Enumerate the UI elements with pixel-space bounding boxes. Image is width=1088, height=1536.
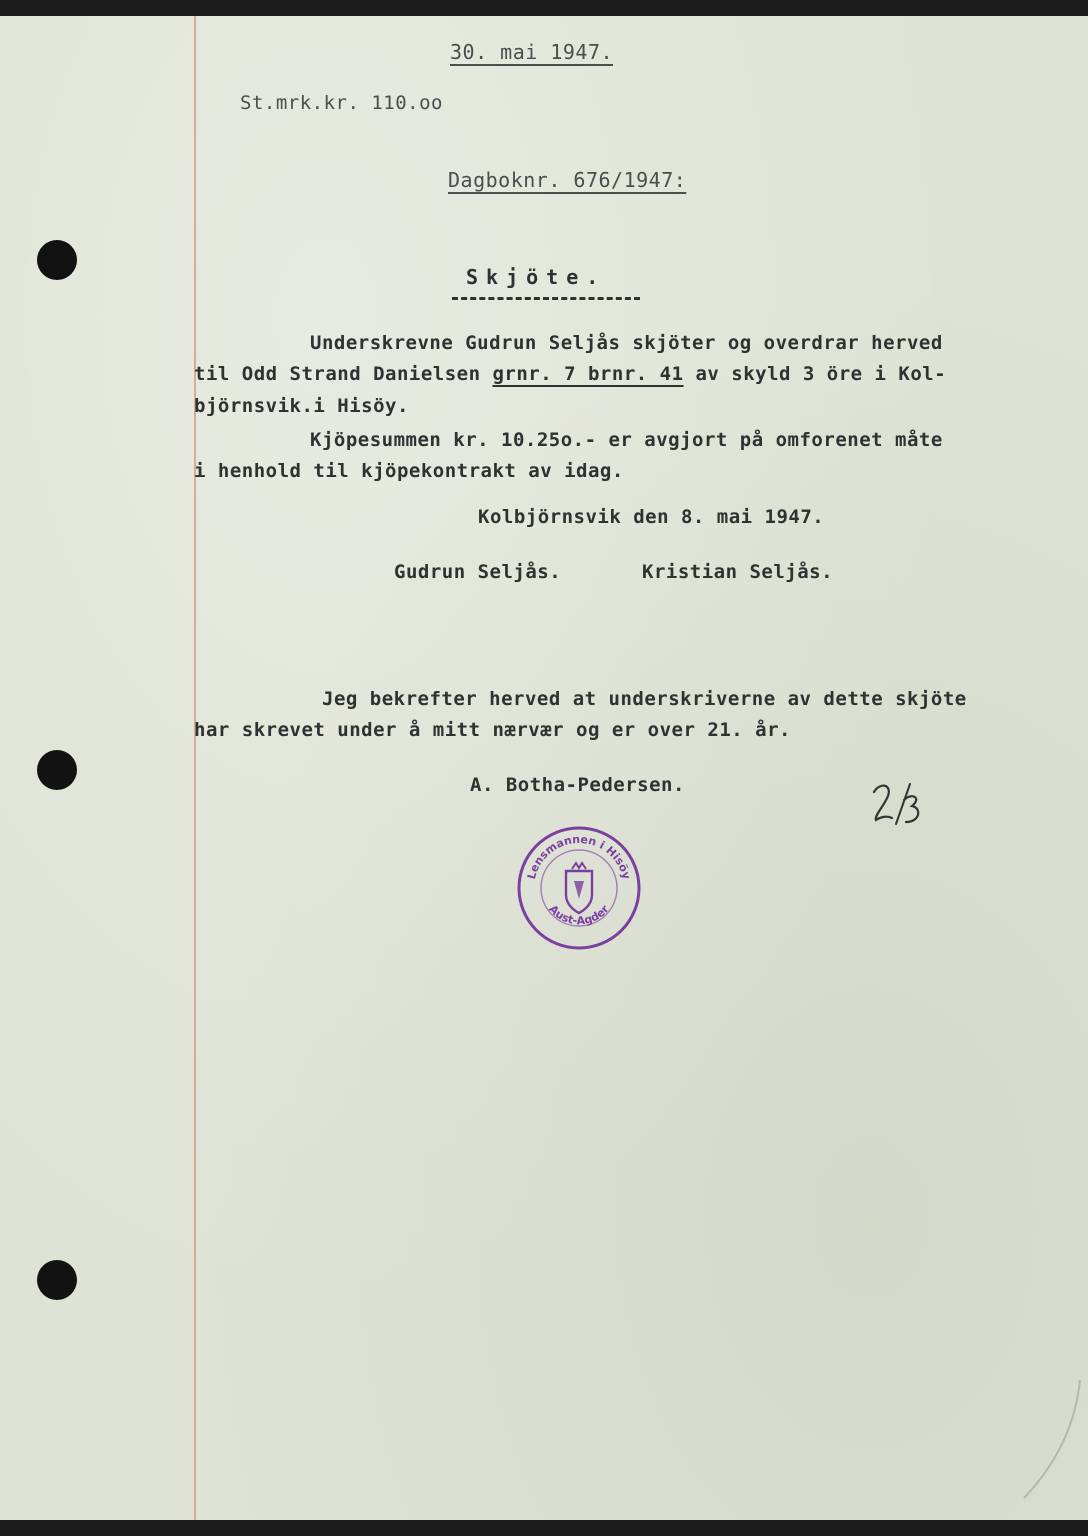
- stamp-text-top: Lensmannen i Hisöy: [524, 832, 634, 881]
- punch-hole-middle: [37, 750, 77, 790]
- attestation-line-2: har skrevet under å mitt nærvær og er over 21. år.: [194, 719, 791, 741]
- deed-line-2-end: av skyld 3 öre i Kol-: [683, 363, 947, 385]
- deed-line-2: [194, 363, 946, 385]
- journal-number: Dagboknr. 676/1947:: [448, 168, 687, 192]
- official-stamp: [516, 825, 642, 951]
- page-fold-mark: [1020, 1380, 1088, 1500]
- place-and-date: Kolbjörnsvik den 8. mai 1947.: [478, 506, 825, 528]
- punch-hole-top: [37, 240, 77, 280]
- property-number: grnr. 7 brnr. 41: [492, 363, 684, 385]
- attestation-line-1: Jeg bekrefter herved at underskriverne av dette skjöte: [322, 688, 967, 710]
- signature-seller: Gudrun Seljås.: [394, 561, 562, 583]
- signature-cosigner: Kristian Seljås.: [642, 561, 834, 583]
- punch-hole-bottom: [37, 1260, 77, 1300]
- deed-line-1: Underskrevne Gudrun Seljås skjöter og overdrar herved: [310, 332, 943, 354]
- deed-line-2-start: til Odd Strand Danielsen: [194, 363, 493, 385]
- deed-line-3: björnsvik.i Hisöy.: [194, 395, 409, 417]
- handwritten-initials: [866, 778, 926, 838]
- scan-border-bottom: [0, 1520, 1088, 1536]
- stamp-duty: St.mrk.kr. 110.oo: [240, 92, 443, 114]
- svg-text:Aust-Agder: [546, 902, 612, 927]
- scan-border-top: [0, 0, 1088, 16]
- title-underline: [452, 297, 640, 300]
- witness-name: A. Botha-Pedersen.: [470, 774, 685, 796]
- document-date: 30. mai 1947.: [450, 40, 614, 64]
- stamp-text-bottom: Aust-Agder: [546, 902, 612, 928]
- margin-line: [194, 16, 196, 1520]
- deed-line-4: Kjöpesummen kr. 10.25o.- er avgjort på omforenet måte: [310, 429, 943, 451]
- deed-line-5: i henhold til kjöpekontrakt av idag.: [194, 460, 624, 482]
- page-title: Skjöte.: [466, 265, 607, 289]
- document-page: [0, 16, 1088, 1520]
